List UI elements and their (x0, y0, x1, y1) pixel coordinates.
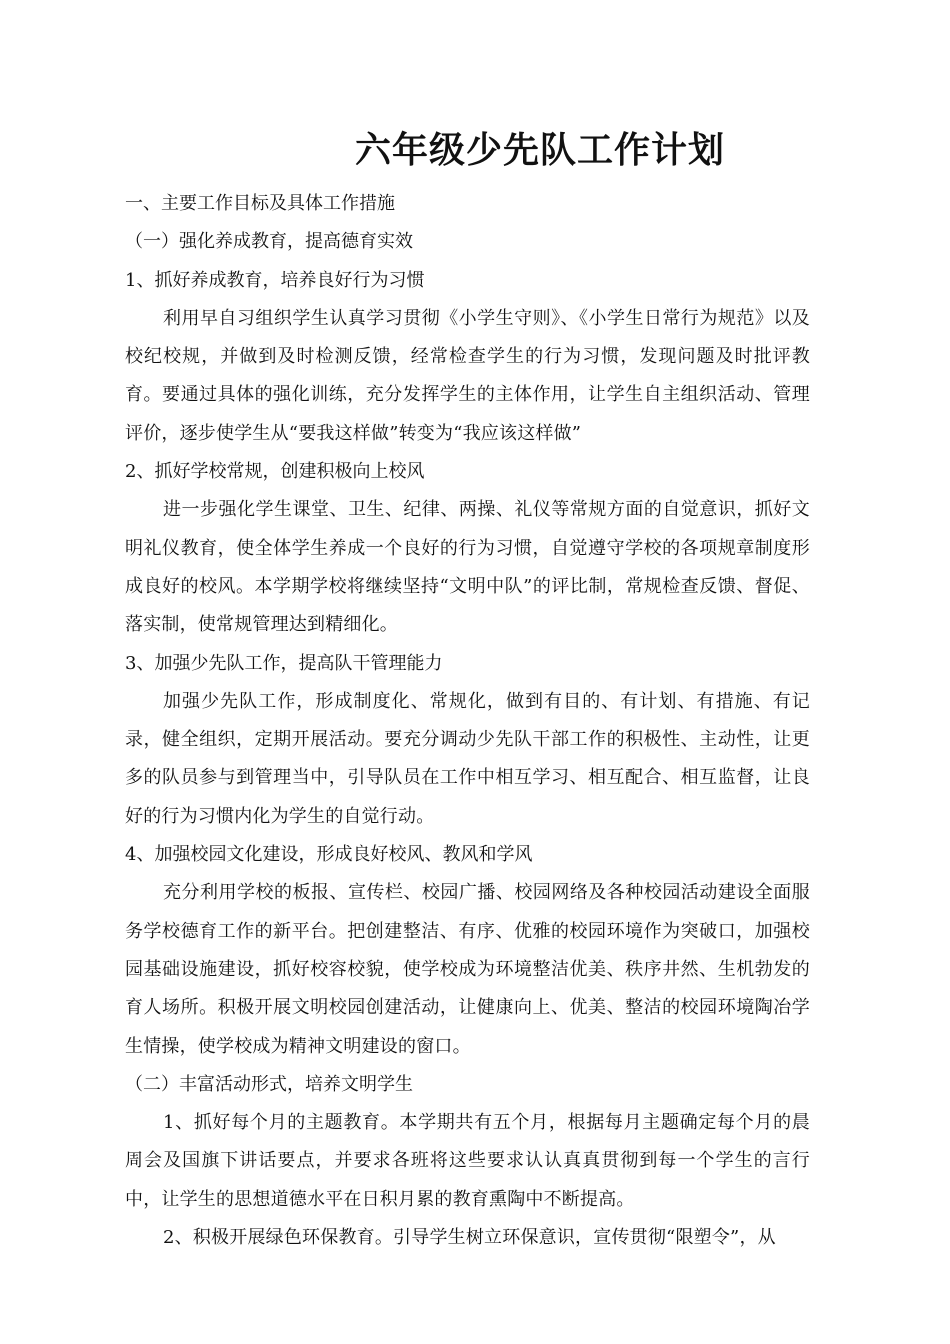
document-body (125, 185, 810, 1257)
item-heading: 4、加强校园文化建设，形成良好校风、教风和学风 (125, 844, 533, 866)
subsection-heading: （一）强化养成教育，提高德育实效 (125, 231, 413, 253)
item-paragraph: 加强少先队工作，形成制度化、常规化，做到有目的、有计划、有措施、有记录，健全组织，定期开展活动。要充分调动少先队干部工作的积极性、主动性，让更多的队员参与到管理当中，引导队员在工作中相互学习、相互配合、相互监督，让良好的行为习惯内化为学生的自觉行动。 (125, 690, 810, 827)
section-heading: 一、主要工作目标及具体工作措施 (125, 193, 395, 214)
paragraph: 1、抓好每个月的主题教育。本学期共有五个月，根据每月主题确定每个月的晨周会及国旗下讲话要点，并要求各班将这些要求认认真真贯彻到每一个学生的言行中，让学生的思想道德水平在日积月累的教育熏陶中不断提高。 (125, 1112, 810, 1210)
subsection-heading: （二）丰富活动形式，培养文明学生 (125, 1073, 413, 1095)
item-heading: 2、抓好学校常规，创建积极向上校风 (125, 461, 425, 483)
item-heading: 1、抓好养成教育，培养良好行为习惯 (125, 269, 425, 291)
item-heading: 3、加强少先队工作，提高队干管理能力 (125, 652, 443, 674)
item-paragraph: 充分利用学校的板报、宣传栏、校园广播、校园网络及各种校园活动建设全面服务学校德育工作的新平台。把创建整洁、有序、优雅的校园环境作为突破口，加强校园基础设施建设，抓好校容校貌，使学校成为环境整洁优美、秩序井然、生机勃发的育人场所。积极开展文明校园创建活动，让健康向上、优美、整洁的校园环境陶冶学生情操，使学校成为精神文明建设的窗口。 (125, 882, 810, 1057)
item-paragraph: 利用早自习组织学生认真学习贯彻《小学生守则》、《小学生日常行为规范》以及校纪校规，并做到及时检测反馈，经常检查学生的行为习惯，发现问题及时批评教育。要通过具体的强化训练，充分发挥学生的主体作用，让学生自主组织活动、管理评价，逐步使学生从“要我这样做”转变为“我应该这样做” (125, 307, 810, 444)
item-paragraph: 进一步强化学生课堂、卫生、纪律、两操、礼仪等常规方面的自觉意识，抓好文明礼仪教育，使全体学生养成一个良好的行为习惯，自觉遵守学校的各项规章制度形成良好的校风。本学期学校将继续坚持“文明中队”的评比制，常规检查反馈、督促、落实制，使常规管理达到精细化。 (125, 499, 810, 636)
paragraph: 2、积极开展绿色环保教育。引导学生树立环保意识，宣传贯彻“限塑令”，从 (163, 1227, 776, 1249)
document-title: 六年级少先队工作计划 (354, 129, 725, 171)
